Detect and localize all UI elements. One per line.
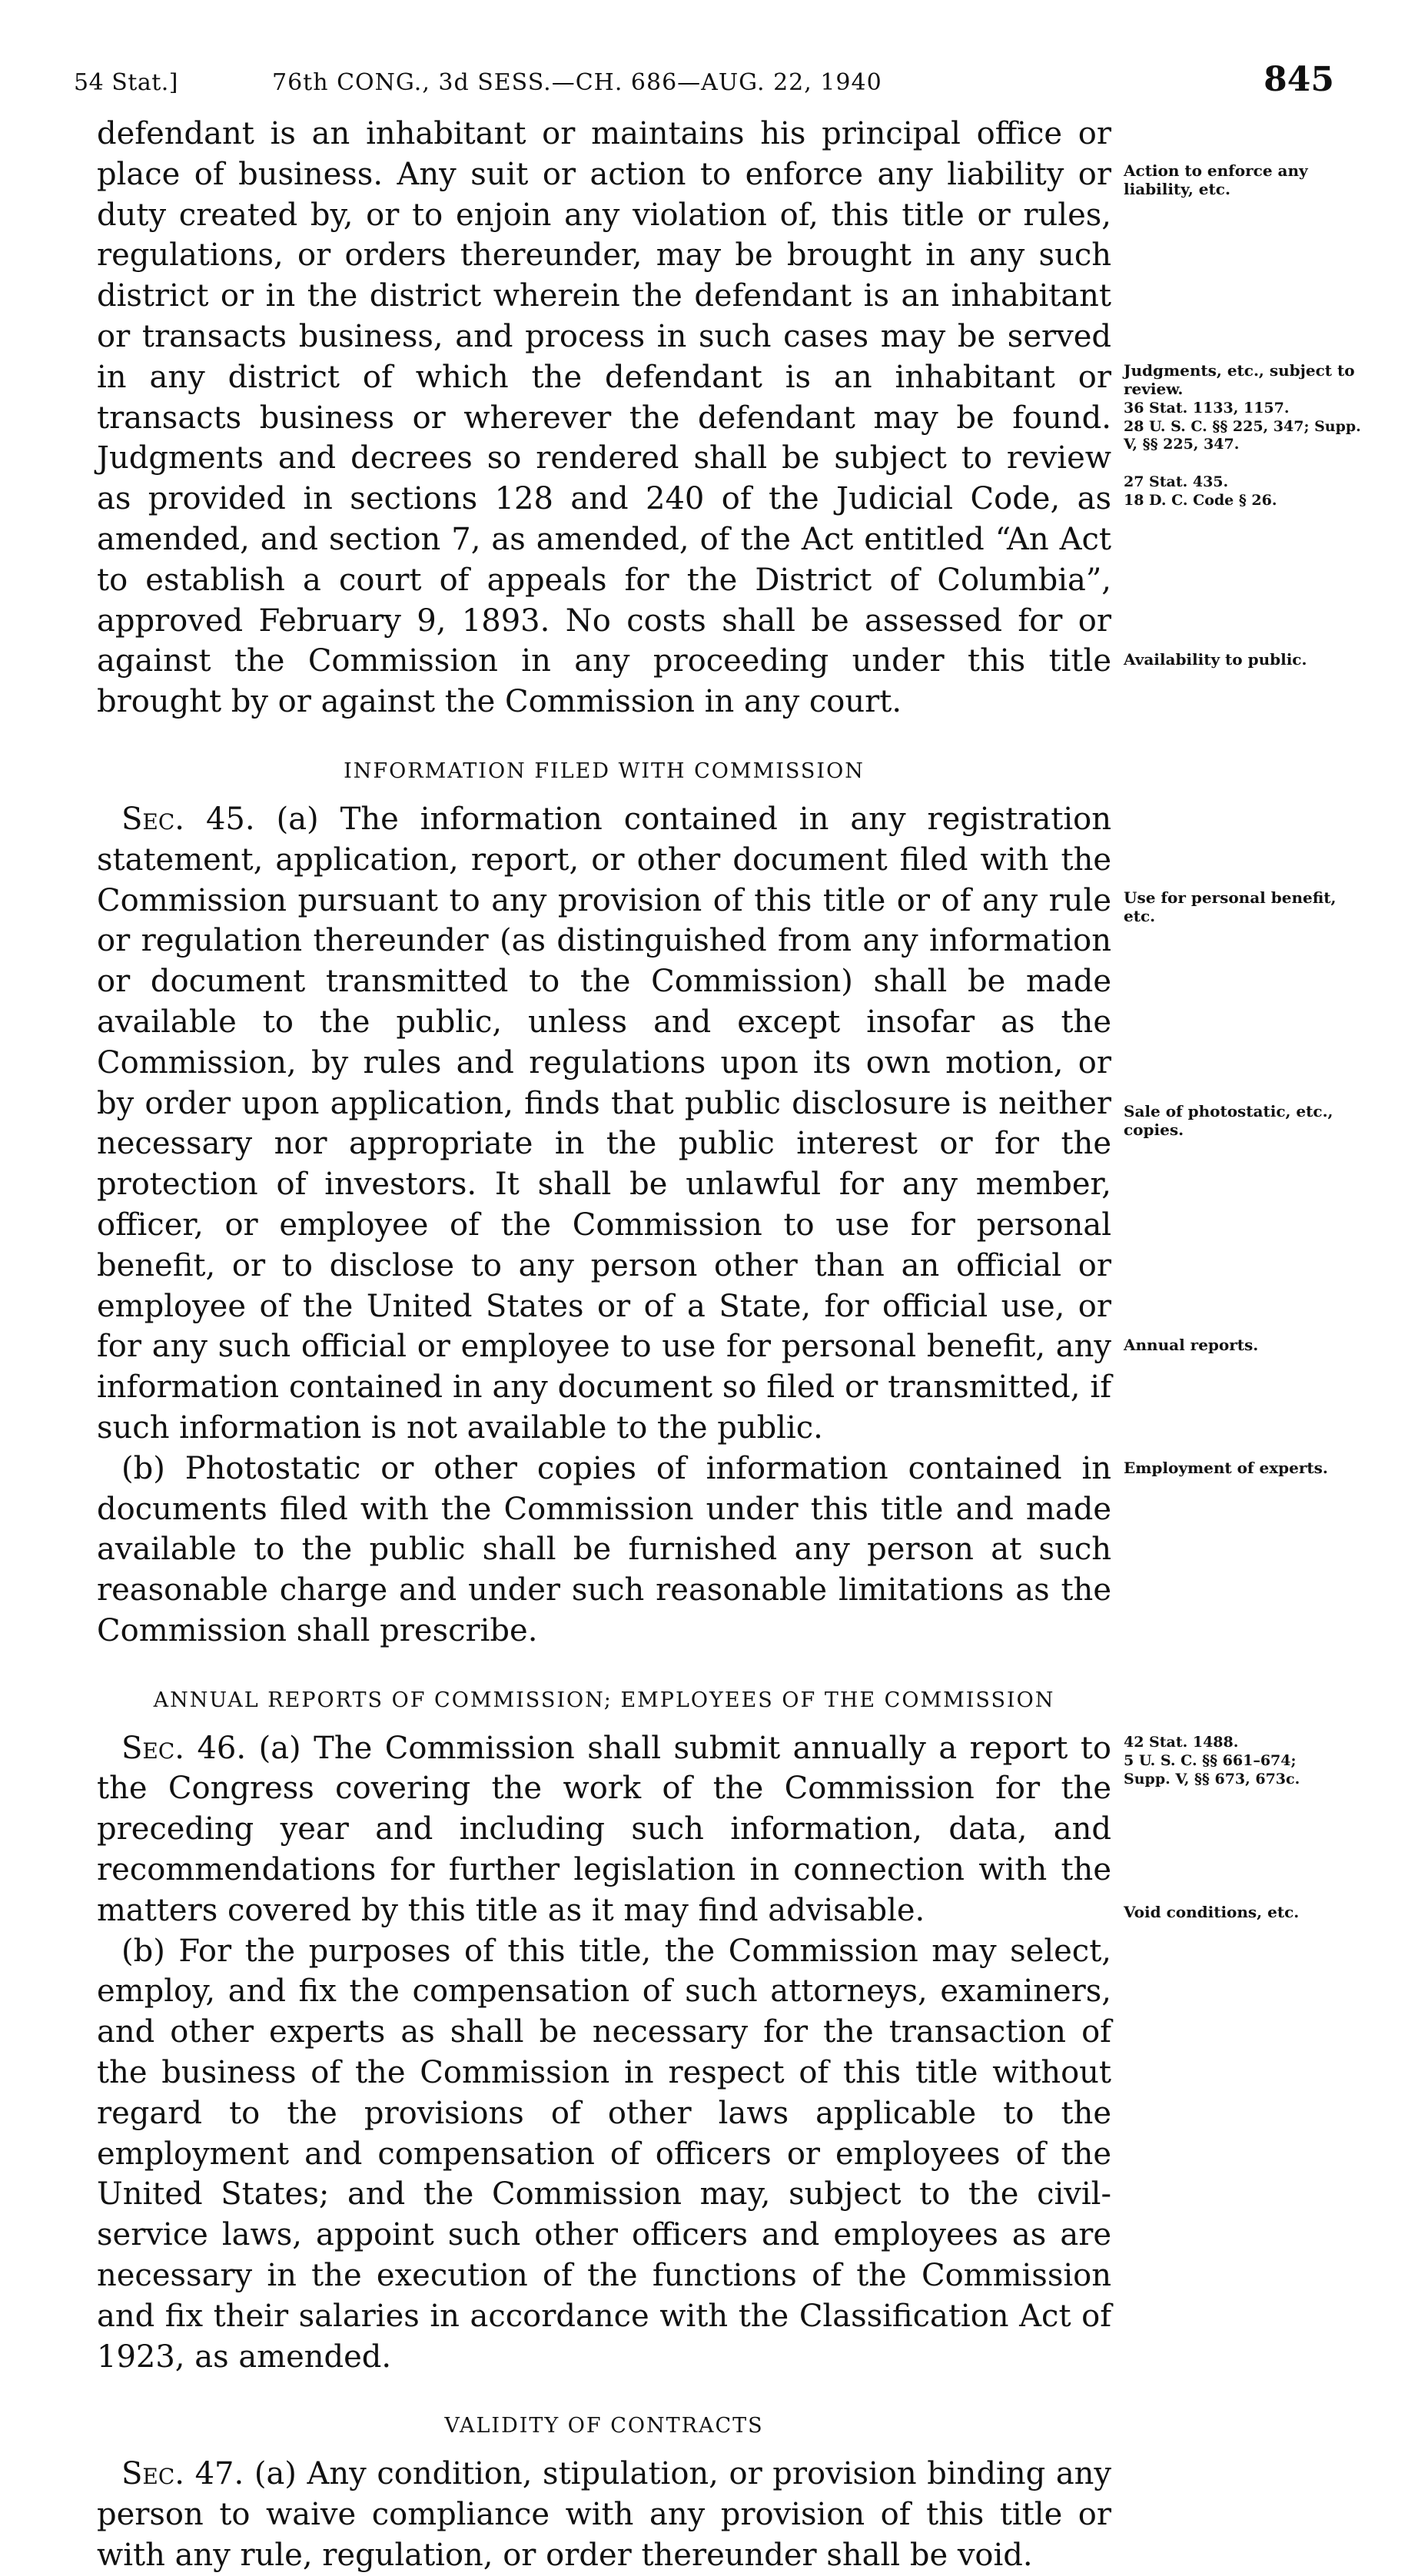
section-label: Sec. 47.: [121, 2456, 244, 2492]
section-45b: (b) Photostatic or other copies of information contained in documents filed with the Commission under this title and made available to the public shall be furnished any person at such reasonable charge and under such reasonable limitations as the Commission shall prescribe.: [97, 1450, 1111, 1648]
section-label: Sec. 46.: [121, 1730, 247, 1766]
sidenote-void: Void conditions, etc.: [1124, 1903, 1300, 1921]
paragraph-continuation: defendant is an inhabitant or maintains his principal office or place of business. Any suit or action to enforce any liability or duty created by, or to enjoin any violation of, this title or rules, regulations, or orders thereunder, may be brought in any such district or in the district wherein the defendant is an inhabitant or transacts business, and process in such cases may be served in any district of which the defendant is an inhabitant or transacts business or wherever the defendant may be found. Judgments and decrees so rendered shall be subject to review as provided in sections 128 and 240 of the Judicial Code, as amended, and section 7, as amended, of the Act entitled “An Act to establish a court of appeals for the District of Columbia”, approved February 9, 1893. No costs shall be assessed for or against the Commission in any proceeding under this title brought by or against the Commission in any court.: [97, 116, 1111, 720]
section-46a: [97, 1728, 1111, 1931]
sidenote-ref: 5 U. S. C. §§ 661–674;: [1124, 1752, 1297, 1769]
section-46a-text: (a) The Commission shall submit annually a report to the Congress covering the work of the Commission for the preceding year and including such information, data, and recommendations for further legislation in connection with the matters covered by this title as it may find advisable.: [97, 1730, 1111, 1928]
heading-annual-reports: ANNUAL REPORTS OF COMMISSION; EMPLOYEES OF THE COMMISSION: [153, 1688, 1055, 1712]
heading-information-filed: INFORMATION FILED WITH COMMISSION: [344, 759, 865, 783]
main-text: [97, 114, 1111, 2576]
section-46b: (b) For the purposes of this title, the Commission may select, employ, and fix the compensation of such attorneys, examiners, and other experts as shall be necessary for the transaction of the business of the Commission in respect of this title without regard to the provisions of other laws applicable to the employment and compensation of officers or employees of the United States; and the Commission may, subject to the civil-service laws, appoint such other officers and employees as are necessary in the execution of the functions of the Commission and fix their salaries in accordance with the Classification Act of 1923, as amended.: [97, 1933, 1111, 2375]
page-header: [74, 60, 1334, 114]
statute-volume: 54 Stat.]: [74, 69, 178, 96]
sidenote-sale: Sale of photostatic, etc., copies.: [1124, 1102, 1333, 1139]
sidenote-ref: 27 Stat. 435.: [1124, 473, 1229, 490]
sidenote-judgments: Judgments, etc., subject to review.: [1124, 361, 1355, 398]
section-45a: [97, 799, 1111, 1449]
sidenote-use: Use for personal benefit, etc.: [1124, 888, 1337, 925]
section-45a-text: (a) The information contained in any registration statement, application, report, or other document filed with the Commission pursuant to any provision of this title or of any rule or regulation thereunder (as distinguished from any information or document transmitted to the Commission) shall be made available to the public, unless and except insofar as the Commission, by rules and regulations upon its own motion, or by order upon application, finds that public disclosure is neither necessary nor appropriate in the public interest or for the protection of investors. It shall be unlawful for any member, officer, or employee of the Commission to use for personal benefit, or to disclose to any person other than an official or employee of the United States or of a State, for official use, or for any such official or employee to use for personal benefit, any information contained in any document so filed or transmitted, if such information is not available to the public.: [97, 801, 1112, 1446]
sidenote-action: Action to enforce any liability, etc.: [1124, 161, 1308, 198]
sidenote-ref: 36 Stat. 1133, 1157.: [1124, 400, 1290, 417]
page-number: 845: [1264, 60, 1334, 99]
sidenote-annual: Annual reports.: [1124, 1336, 1259, 1354]
sidenote-employment: Employment of experts.: [1124, 1459, 1328, 1477]
session-chapter-date: 76th CONG., 3d SESS.—CH. 686—AUG. 22, 1940: [272, 69, 882, 96]
sidenote-ref: Supp. V, §§ 673, 673c.: [1124, 1771, 1300, 1788]
section-47a: [97, 2454, 1111, 2575]
section-47a-text: (a) Any condition, stipulation, or provision binding any person to waive compliance with any provision of this title or with any rule, regulation, or order thereunder shall be void.: [97, 2456, 1112, 2574]
heading-validity-contracts: VALIDITY OF CONTRACTS: [444, 2414, 764, 2438]
sidenote-ref: 42 Stat. 1488.: [1124, 1734, 1239, 1751]
sidenote-ref: 18 D. C. Code § 26.: [1124, 492, 1277, 509]
sidenote-ref: 28 U. S. C. §§ 225, 347; Supp. V, §§ 225, 347.: [1124, 418, 1361, 453]
section-label: Sec. 45.: [121, 801, 255, 837]
sidenote-availability: Availability to public.: [1124, 650, 1307, 669]
